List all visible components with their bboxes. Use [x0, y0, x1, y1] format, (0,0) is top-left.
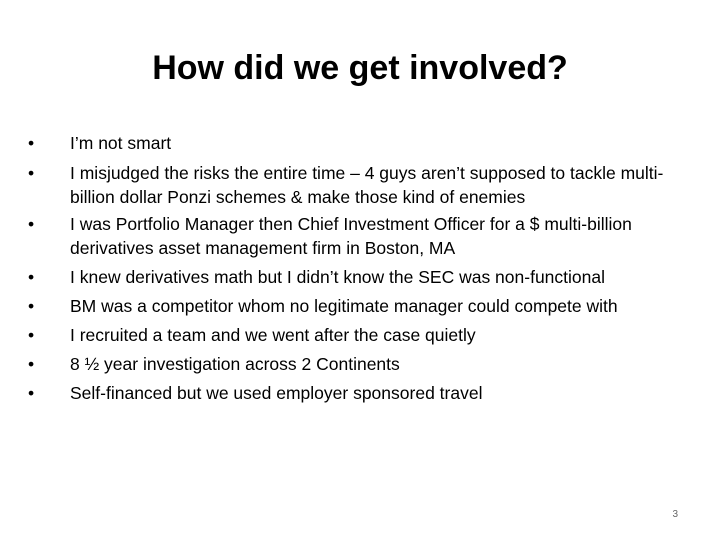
bullet-list [28, 129, 678, 408]
bullet-icon: • [28, 296, 35, 316]
page-number: 3 [672, 509, 678, 520]
bullet-item [28, 161, 678, 209]
bullet-icon: • [28, 214, 35, 234]
bullet-icon: • [28, 267, 35, 287]
bullet-text: 8 ½ year investigation across 2 Continents [70, 354, 400, 374]
bullet-text: I recruited a team and we went after the case quietly [70, 325, 476, 345]
bullet-item [28, 350, 678, 379]
bullet-item [28, 379, 678, 408]
bullet-icon: • [28, 325, 35, 345]
bullet-item [28, 263, 678, 292]
bullet-text: Self-financed but we used employer sponsored travel [70, 383, 483, 403]
bullet-icon: • [28, 354, 35, 374]
bullet-item [28, 212, 678, 260]
bullet-text: I knew derivatives math but I didn’t know the SEC was non-functional [70, 267, 605, 287]
bullet-text: I misjudged the risks the entire time – 4 guys aren’t supposed to tackle multi-billion dollar Ponzi schemes & make those kind of enemies [70, 163, 664, 207]
bullet-icon: • [28, 383, 35, 403]
bullet-item [28, 292, 678, 321]
bullet-icon: • [28, 133, 35, 153]
bullet-item [28, 129, 678, 158]
bullet-text: BM was a competitor whom no legitimate manager could compete with [70, 296, 618, 316]
slide-title: How did we get involved? [152, 49, 568, 87]
bullet-item [28, 321, 678, 350]
bullet-text: I was Portfolio Manager then Chief Investment Officer for a $ multi-billion derivatives asset management firm in Boston, MA [70, 214, 632, 258]
bullet-icon: • [28, 163, 35, 183]
bullet-text: I’m not smart [70, 133, 172, 153]
